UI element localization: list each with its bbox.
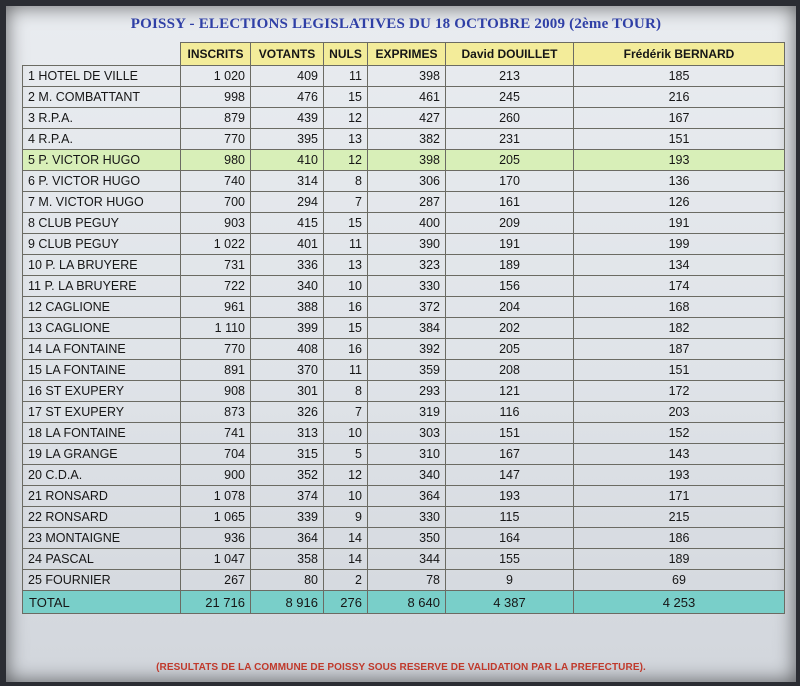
nuls-cell: 14 <box>324 528 368 549</box>
douillet-cell: 164 <box>446 528 574 549</box>
exprimes-cell: 382 <box>368 129 446 150</box>
douillet-cell: 204 <box>446 297 574 318</box>
inscrits-cell: 1 078 <box>181 486 251 507</box>
bernard-cell: 126 <box>574 192 785 213</box>
bureau-name: 6 P. VICTOR HUGO <box>23 171 181 192</box>
header-candidate-douillet: David DOUILLET <box>446 43 574 66</box>
total-inscrits: 21 716 <box>181 591 251 614</box>
douillet-cell: 156 <box>446 276 574 297</box>
votants-cell: 374 <box>251 486 324 507</box>
nuls-cell: 16 <box>324 339 368 360</box>
bureau-name: 7 M. VICTOR HUGO <box>23 192 181 213</box>
exprimes-cell: 344 <box>368 549 446 570</box>
douillet-cell: 191 <box>446 234 574 255</box>
table-row <box>23 570 785 591</box>
exprimes-cell: 306 <box>368 171 446 192</box>
bureau-name: 5 P. VICTOR HUGO <box>23 150 181 171</box>
douillet-cell: 202 <box>446 318 574 339</box>
table-row <box>23 549 785 570</box>
douillet-cell: 9 <box>446 570 574 591</box>
inscrits-cell: 879 <box>181 108 251 129</box>
douillet-cell: 208 <box>446 360 574 381</box>
votants-cell: 294 <box>251 192 324 213</box>
table-row <box>23 465 785 486</box>
header-row <box>23 43 785 66</box>
douillet-cell: 189 <box>446 255 574 276</box>
votants-cell: 439 <box>251 108 324 129</box>
inscrits-cell: 770 <box>181 129 251 150</box>
header-candidate-bernard: Frédérik BERNARD <box>574 43 785 66</box>
results-body <box>23 66 785 591</box>
header-corner <box>23 43 181 66</box>
douillet-cell: 193 <box>446 486 574 507</box>
bureau-name: 14 LA FONTAINE <box>23 339 181 360</box>
table-row <box>23 444 785 465</box>
votants-cell: 352 <box>251 465 324 486</box>
total-votants: 8 916 <box>251 591 324 614</box>
votants-cell: 401 <box>251 234 324 255</box>
nuls-cell: 13 <box>324 129 368 150</box>
table-row <box>23 360 785 381</box>
nuls-cell: 15 <box>324 87 368 108</box>
inscrits-cell: 700 <box>181 192 251 213</box>
votants-cell: 301 <box>251 381 324 402</box>
exprimes-cell: 310 <box>368 444 446 465</box>
douillet-cell: 121 <box>446 381 574 402</box>
table-row <box>23 486 785 507</box>
bureau-name: 13 CAGLIONE <box>23 318 181 339</box>
inscrits-cell: 891 <box>181 360 251 381</box>
table-row <box>23 318 785 339</box>
table-row <box>23 339 785 360</box>
inscrits-cell: 900 <box>181 465 251 486</box>
nuls-cell: 7 <box>324 192 368 213</box>
exprimes-cell: 293 <box>368 381 446 402</box>
bernard-cell: 136 <box>574 171 785 192</box>
bernard-cell: 216 <box>574 87 785 108</box>
exprimes-cell: 330 <box>368 276 446 297</box>
inscrits-cell: 1 110 <box>181 318 251 339</box>
bernard-cell: 193 <box>574 150 785 171</box>
votants-cell: 340 <box>251 276 324 297</box>
exprimes-cell: 372 <box>368 297 446 318</box>
nuls-cell: 9 <box>324 507 368 528</box>
bernard-cell: 151 <box>574 360 785 381</box>
footnote: (RESULTATS DE LA COMMUNE DE POISSY SOUS RESERVE DE VALIDATION PAR LA PREFECTURE). <box>156 662 646 673</box>
inscrits-cell: 903 <box>181 213 251 234</box>
inscrits-cell: 980 <box>181 150 251 171</box>
exprimes-cell: 319 <box>368 402 446 423</box>
nuls-cell: 10 <box>324 423 368 444</box>
exprimes-cell: 323 <box>368 255 446 276</box>
bureau-name: 25 FOURNIER <box>23 570 181 591</box>
douillet-cell: 209 <box>446 213 574 234</box>
bernard-cell: 215 <box>574 507 785 528</box>
nuls-cell: 11 <box>324 234 368 255</box>
table-row <box>23 402 785 423</box>
exprimes-cell: 359 <box>368 360 446 381</box>
nuls-cell: 10 <box>324 276 368 297</box>
table-row <box>23 234 785 255</box>
exprimes-cell: 427 <box>368 108 446 129</box>
votants-cell: 476 <box>251 87 324 108</box>
results-table <box>22 42 785 614</box>
table-row <box>23 171 785 192</box>
votants-cell: 410 <box>251 150 324 171</box>
bureau-name: 1 HOTEL DE VILLE <box>23 66 181 87</box>
inscrits-cell: 1 047 <box>181 549 251 570</box>
nuls-cell: 10 <box>324 486 368 507</box>
header-exprimes: EXPRIMES <box>368 43 446 66</box>
votants-cell: 408 <box>251 339 324 360</box>
douillet-cell: 205 <box>446 150 574 171</box>
bernard-cell: 167 <box>574 108 785 129</box>
bernard-cell: 189 <box>574 549 785 570</box>
nuls-cell: 13 <box>324 255 368 276</box>
bureau-name: 15 LA FONTAINE <box>23 360 181 381</box>
douillet-cell: 151 <box>446 423 574 444</box>
nuls-cell: 16 <box>324 297 368 318</box>
total-nuls: 276 <box>324 591 368 614</box>
table-row <box>23 87 785 108</box>
bernard-cell: 203 <box>574 402 785 423</box>
projection-screen <box>6 6 796 682</box>
bureau-name: 23 MONTAIGNE <box>23 528 181 549</box>
table-row <box>23 297 785 318</box>
votants-cell: 315 <box>251 444 324 465</box>
douillet-cell: 170 <box>446 171 574 192</box>
bernard-cell: 69 <box>574 570 785 591</box>
votants-cell: 388 <box>251 297 324 318</box>
bernard-cell: 187 <box>574 339 785 360</box>
table-row <box>23 423 785 444</box>
bureau-name: 4 R.P.A. <box>23 129 181 150</box>
inscrits-cell: 704 <box>181 444 251 465</box>
douillet-cell: 155 <box>446 549 574 570</box>
inscrits-cell: 731 <box>181 255 251 276</box>
table-row <box>23 129 785 150</box>
nuls-cell: 2 <box>324 570 368 591</box>
table-row <box>23 255 785 276</box>
exprimes-cell: 364 <box>368 486 446 507</box>
bureau-name: 2 M. COMBATTANT <box>23 87 181 108</box>
nuls-cell: 14 <box>324 549 368 570</box>
votants-cell: 364 <box>251 528 324 549</box>
inscrits-cell: 961 <box>181 297 251 318</box>
bernard-cell: 191 <box>574 213 785 234</box>
votants-cell: 80 <box>251 570 324 591</box>
table-row <box>23 507 785 528</box>
exprimes-cell: 398 <box>368 66 446 87</box>
bernard-cell: 182 <box>574 318 785 339</box>
nuls-cell: 8 <box>324 381 368 402</box>
bureau-name: 9 CLUB PEGUY <box>23 234 181 255</box>
bernard-cell: 193 <box>574 465 785 486</box>
douillet-cell: 245 <box>446 87 574 108</box>
inscrits-cell: 1 022 <box>181 234 251 255</box>
douillet-cell: 147 <box>446 465 574 486</box>
exprimes-cell: 78 <box>368 570 446 591</box>
nuls-cell: 8 <box>324 171 368 192</box>
votants-cell: 313 <box>251 423 324 444</box>
votants-cell: 336 <box>251 255 324 276</box>
inscrits-cell: 873 <box>181 402 251 423</box>
exprimes-cell: 287 <box>368 192 446 213</box>
bernard-cell: 185 <box>574 66 785 87</box>
inscrits-cell: 770 <box>181 339 251 360</box>
total-exprimes: 8 640 <box>368 591 446 614</box>
douillet-cell: 161 <box>446 192 574 213</box>
bernard-cell: 134 <box>574 255 785 276</box>
nuls-cell: 11 <box>324 360 368 381</box>
inscrits-cell: 908 <box>181 381 251 402</box>
exprimes-cell: 340 <box>368 465 446 486</box>
bureau-name: 16 ST EXUPERY <box>23 381 181 402</box>
bureau-name: 22 RONSARD <box>23 507 181 528</box>
table-row <box>23 66 785 87</box>
table-row <box>23 108 785 129</box>
inscrits-cell: 998 <box>181 87 251 108</box>
bernard-cell: 151 <box>574 129 785 150</box>
table-row <box>23 192 785 213</box>
douillet-cell: 115 <box>446 507 574 528</box>
douillet-cell: 167 <box>446 444 574 465</box>
bureau-name: 3 R.P.A. <box>23 108 181 129</box>
header-nuls: NULS <box>324 43 368 66</box>
douillet-cell: 231 <box>446 129 574 150</box>
nuls-cell: 12 <box>324 108 368 129</box>
nuls-cell: 12 <box>324 465 368 486</box>
bernard-cell: 172 <box>574 381 785 402</box>
bernard-cell: 152 <box>574 423 785 444</box>
table-row <box>23 213 785 234</box>
votants-cell: 395 <box>251 129 324 150</box>
nuls-cell: 11 <box>324 66 368 87</box>
nuls-cell: 15 <box>324 318 368 339</box>
table-row <box>23 381 785 402</box>
nuls-cell: 12 <box>324 150 368 171</box>
douillet-cell: 213 <box>446 66 574 87</box>
bernard-cell: 174 <box>574 276 785 297</box>
header-inscrits: INSCRITS <box>181 43 251 66</box>
bernard-cell: 168 <box>574 297 785 318</box>
douillet-cell: 260 <box>446 108 574 129</box>
exprimes-cell: 390 <box>368 234 446 255</box>
inscrits-cell: 936 <box>181 528 251 549</box>
votants-cell: 399 <box>251 318 324 339</box>
votants-cell: 314 <box>251 171 324 192</box>
bernard-cell: 171 <box>574 486 785 507</box>
votants-cell: 358 <box>251 549 324 570</box>
votants-cell: 326 <box>251 402 324 423</box>
votants-cell: 409 <box>251 66 324 87</box>
votants-cell: 339 <box>251 507 324 528</box>
inscrits-cell: 740 <box>181 171 251 192</box>
total-bernard: 4 253 <box>574 591 785 614</box>
bureau-name: 10 P. LA BRUYERE <box>23 255 181 276</box>
bureau-name: 11 P. LA BRUYERE <box>23 276 181 297</box>
exprimes-cell: 330 <box>368 507 446 528</box>
bureau-name: 12 CAGLIONE <box>23 297 181 318</box>
bernard-cell: 143 <box>574 444 785 465</box>
bureau-name: 17 ST EXUPERY <box>23 402 181 423</box>
exprimes-cell: 384 <box>368 318 446 339</box>
bureau-name: 19 LA GRANGE <box>23 444 181 465</box>
table-row <box>23 150 785 171</box>
votants-cell: 370 <box>251 360 324 381</box>
inscrits-cell: 267 <box>181 570 251 591</box>
exprimes-cell: 350 <box>368 528 446 549</box>
table-row <box>23 528 785 549</box>
inscrits-cell: 722 <box>181 276 251 297</box>
nuls-cell: 15 <box>324 213 368 234</box>
exprimes-cell: 400 <box>368 213 446 234</box>
bernard-cell: 186 <box>574 528 785 549</box>
header-votants: VOTANTS <box>251 43 324 66</box>
exprimes-cell: 398 <box>368 150 446 171</box>
douillet-cell: 116 <box>446 402 574 423</box>
page-title: POISSY - ELECTIONS LEGISLATIVES DU 18 OCTOBRE 2009 (2ème TOUR) <box>130 16 662 32</box>
inscrits-cell: 1 065 <box>181 507 251 528</box>
table-row <box>23 276 785 297</box>
bureau-name: 20 C.D.A. <box>23 465 181 486</box>
bureau-name: 18 LA FONTAINE <box>23 423 181 444</box>
total-douillet: 4 387 <box>446 591 574 614</box>
bernard-cell: 199 <box>574 234 785 255</box>
bureau-name: 8 CLUB PEGUY <box>23 213 181 234</box>
exprimes-cell: 461 <box>368 87 446 108</box>
total-label: TOTAL <box>23 591 181 614</box>
exprimes-cell: 303 <box>368 423 446 444</box>
bureau-name: 21 RONSARD <box>23 486 181 507</box>
nuls-cell: 7 <box>324 402 368 423</box>
total-row <box>23 591 785 614</box>
inscrits-cell: 1 020 <box>181 66 251 87</box>
exprimes-cell: 392 <box>368 339 446 360</box>
bureau-name: 24 PASCAL <box>23 549 181 570</box>
nuls-cell: 5 <box>324 444 368 465</box>
douillet-cell: 205 <box>446 339 574 360</box>
inscrits-cell: 741 <box>181 423 251 444</box>
votants-cell: 415 <box>251 213 324 234</box>
